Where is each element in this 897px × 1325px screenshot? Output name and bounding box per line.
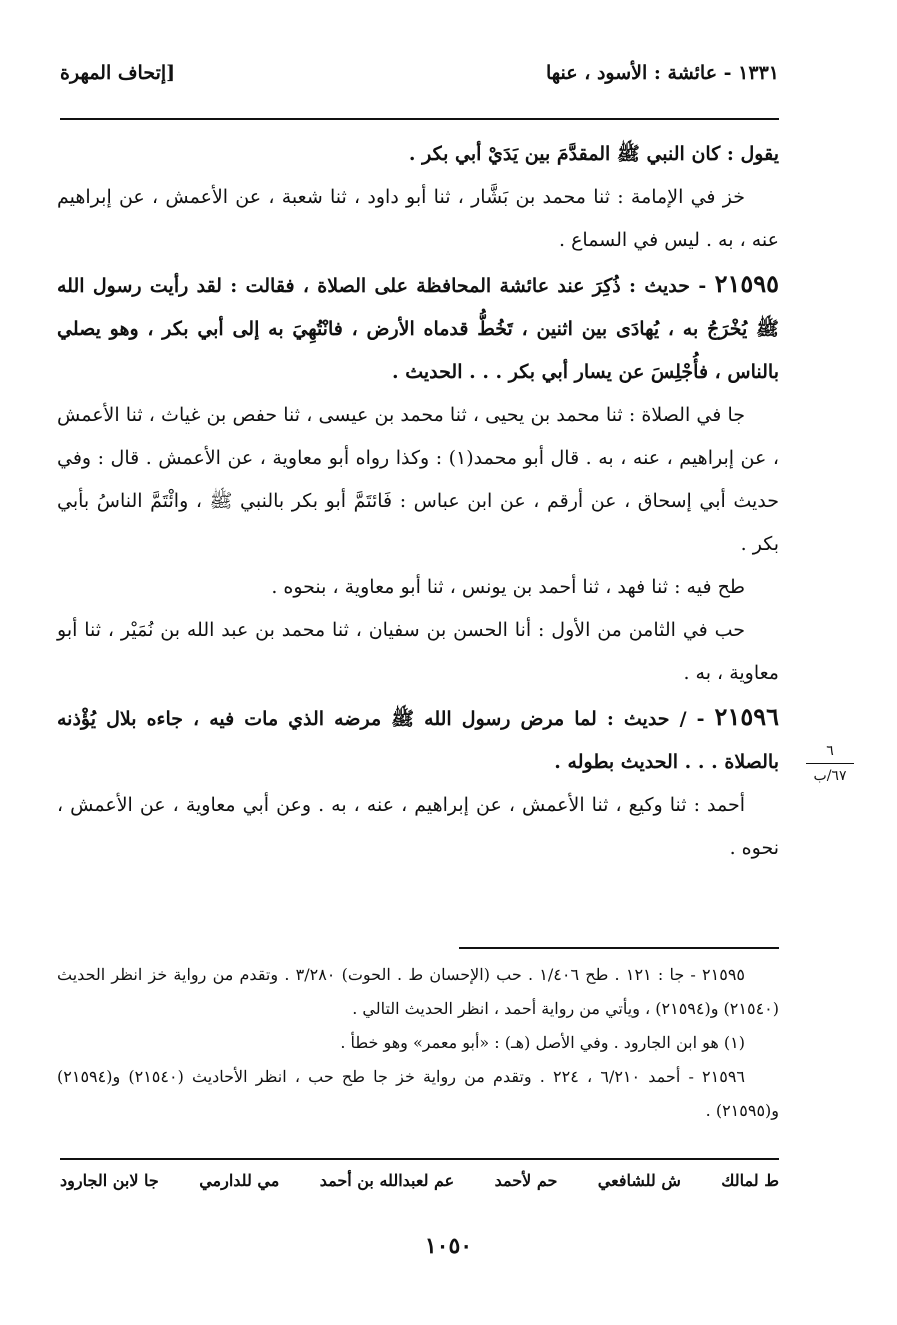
hadith-21596 [57, 695, 779, 784]
running-header [60, 62, 779, 102]
page-number: ١٠٥٠ [424, 1233, 473, 1259]
paragraph-ahmad: أحمد : ثنا وكيع ، ثنا الأعمش ، عن إبراهيم ، عنه ، به . وعن أبي معاوية ، عن الأعمش ، نحوه . [57, 794, 779, 859]
margin-note-top: ٦ [826, 743, 834, 759]
footnote-21595: ٢١٥٩٥ - جا : ١٢١ . طح ١/٤٠٦ . حب (الإحسان ط . الحوت) ٣/٢٨٠ . وتقدم من رواية خز انظر الحديث (٢١٥٤٠) و(٢١٥٩٤) ، ويأتي من رواية أحمد ، انظر الحديث التالي . [57, 965, 779, 1018]
margin-note-rule [806, 763, 854, 764]
abbreviations-rule [60, 1158, 779, 1160]
header-section-title: ١٣٣١ - عائشة : الأسود ، عنها [545, 62, 779, 84]
hadith-number: ٢١٥٩٥ [714, 269, 780, 298]
header-book-title: [إتحاف المهرة [60, 62, 176, 84]
header-rule [60, 118, 779, 120]
margin-folio-note [800, 742, 860, 785]
abbreviation-item: ش للشافعي [597, 1171, 681, 1190]
paragraph-opening-line: يقول : كان النبي ﷺ المقدَّمَ بين يَدَيْ أبي بكر . [408, 143, 779, 165]
footnote-1: (١) هو ابن الجارود . وفي الأصل (هـ) : «أبو معمر» وهو خطأ . [340, 1033, 745, 1052]
paragraph-ja: جا في الصلاة : ثنا محمد بن يحيى ، ثنا محمد بن عيسى ، ثنا حفص بن غياث ، ثنا الأعمش ، عن إبراهيم ، عنه ، به . قال أبو محمد(١) : وكذا رواه أبو معاوية ، عن الأعمش . قال : وفي حديث أبي إسحاق ، عن أرقم ، عن ابن عباس : فَائتَمَّ أبو بكر بالنبي ﷺ ، وائْتَمَّ الناسُ بأبي بكر . [57, 404, 779, 555]
main-text [57, 133, 779, 870]
abbreviation-item: حم لأحمد [494, 1171, 558, 1190]
footnote-rule [459, 947, 779, 949]
paragraph-khuz: خز في الإمامة : ثنا محمد بن بَشَّار ، ثنا أبو داود ، ثنا شعبة ، عن الأعمش ، عن إبراهيم عنه ، به . ليس في السماع . [57, 186, 779, 251]
footnotes [57, 958, 779, 1128]
paragraph-tah: طح فيه : ثنا فهد ، ثنا أحمد بن يونس ، ثنا أبو معاوية ، بنحوه . [271, 576, 745, 598]
abbreviation-item: جا لابن الجارود [60, 1171, 159, 1190]
footnote-21596: ٢١٥٩٦ - أحمد ٦/٢١٠ ، ٢٢٤ . وتقدم من رواية خز جا طح حب ، انظر الأحاديث (٢١٥٤٠) و(٢١٥٩٤) و(٢١٥٩٥) . [57, 1067, 779, 1120]
hadith-text: - / حديث : لما مرض رسول الله ﷺ مرضه الذي مات فيه ، جاءه بلال يُؤْذنه بالصلاة . . . الحديث بطوله . [57, 708, 779, 773]
abbreviation-key [60, 1166, 779, 1196]
hadith-number: ٢١٥٩٦ [714, 702, 779, 731]
hadith-21595 [57, 262, 779, 394]
margin-note-bottom: ٦٧/ب [813, 768, 847, 784]
abbreviation-item: مي للدارمي [199, 1171, 280, 1190]
hadith-text: - حديث : ذُكِرَ عند عائشة المحافظة على الصلاة ، فقالت : لقد رأيت رسول الله ﷺ يُخْرَجُ به ، يُهادَى بين اثنين ، تَخُطُّ قدماه الأرض ، فانْتُهِيَ به إلى أبي بكر ، وهو يصلي بالناس ، فأُجْلِسَ عن يسار أبي بكر . . . الحديث . [57, 275, 779, 383]
paragraph-hib: حب في الثامن من الأول : أنا الحسن بن سفيان ، ثنا محمد بن عبد الله بن نُمَيْر ، ثنا أبو معاوية ، به . [57, 619, 779, 684]
abbreviation-item: ط لمالك [721, 1171, 779, 1190]
abbreviation-item: عم لعبدالله بن أحمد [319, 1171, 455, 1190]
